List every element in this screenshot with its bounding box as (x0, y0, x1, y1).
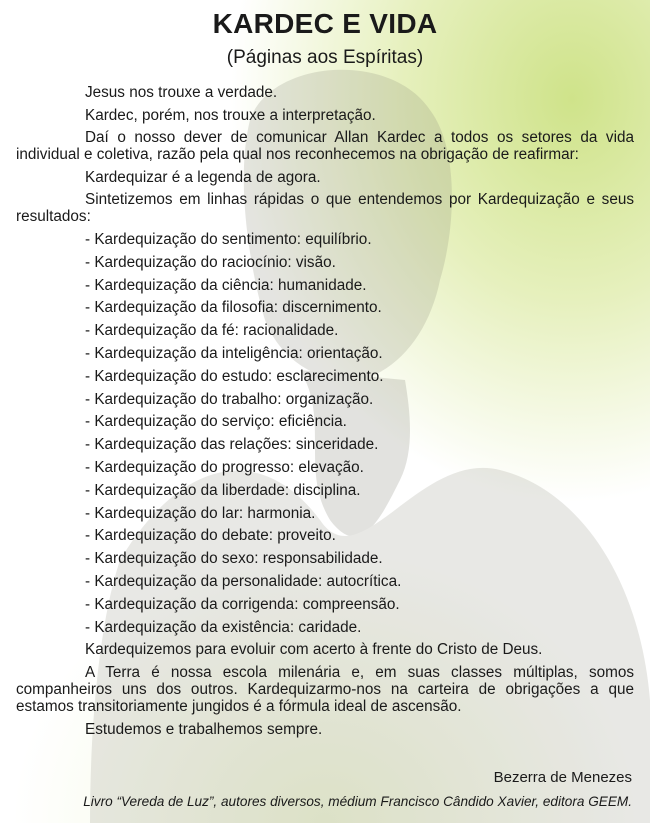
list-item: - Kardequização da fé: racionalidade. (85, 322, 339, 340)
list-item: - Kardequização do progresso: elevação. (85, 458, 364, 476)
list-item: - Kardequização do trabalho: organização. (85, 390, 374, 408)
paragraph: Kardec, porém, nos trouxe a interpretação. (85, 106, 376, 124)
paragraph: Jesus nos trouxe a verdade. (85, 84, 278, 101)
list-item: - Kardequização da existência: caridade. (85, 618, 362, 636)
list-item: - Kardequização da filosofia: discernimento. (85, 299, 382, 317)
paragraph: Estudemos e trabalhemos sempre. (85, 720, 323, 738)
paragraph: Kardequizemos para evoluir com acerto à frente do Cristo de Deus. (85, 641, 543, 659)
kardequizacao-list (16, 231, 634, 636)
list-item: - Kardequização do estudo: esclarecimento. (85, 367, 384, 385)
source-citation: Livro “Vereda de Luz”, autores diversos, médium Francisco Cândido Xavier, editora GEEM. (83, 794, 632, 809)
list-item: - Kardequização do raciocínio: visão. (85, 253, 336, 271)
paragraph: Sintetizemos em linhas rápidas o que entendemos por Kardequização e seus resultados: (16, 191, 634, 226)
author-signature: Bezerra de Menezes (493, 769, 632, 786)
paragraph: Kardequizar é a legenda de agora. (85, 168, 321, 186)
list-item: - Kardequização do sentimento: equilíbrio. (85, 230, 372, 248)
list-item: - Kardequização das relações: sinceridade. (85, 436, 379, 454)
paragraph: Daí o nosso dever de comunicar Allan Kardec a todos os setores da vida individual e coletiva, razão pela qual nos reconhecemos na obrigação de reafirmar: (16, 129, 634, 164)
list-item: - Kardequização da inteligência: orientação. (85, 344, 383, 362)
list-item: - Kardequização do serviço: eficiência. (85, 413, 347, 431)
list-item: - Kardequização do debate: proveito. (85, 527, 336, 545)
page-title: KARDEC E VIDA (212, 8, 438, 39)
page-subtitle: (Páginas aos Espíritas) (226, 47, 424, 68)
list-item: - Kardequização da ciência: humanidade. (85, 276, 367, 294)
list-item: - Kardequização do lar: harmonia. (85, 504, 316, 522)
paragraph: A Terra é nossa escola milenária e, em suas classes múltiplas, somos companheiros uns dos outros. Kardequizarmo-nos na carteira de obrigações a que estamos transitoriamente jungidos é a fórmula ideal de ascensão. (16, 663, 634, 715)
list-item: - Kardequização da personalidade: autocrítica. (85, 572, 402, 590)
list-item: - Kardequização da liberdade: disciplina. (85, 481, 361, 499)
list-item: - Kardequização do sexo: responsabilidade. (85, 550, 383, 568)
list-item: - Kardequização da corrigenda: compreensão. (85, 595, 400, 613)
